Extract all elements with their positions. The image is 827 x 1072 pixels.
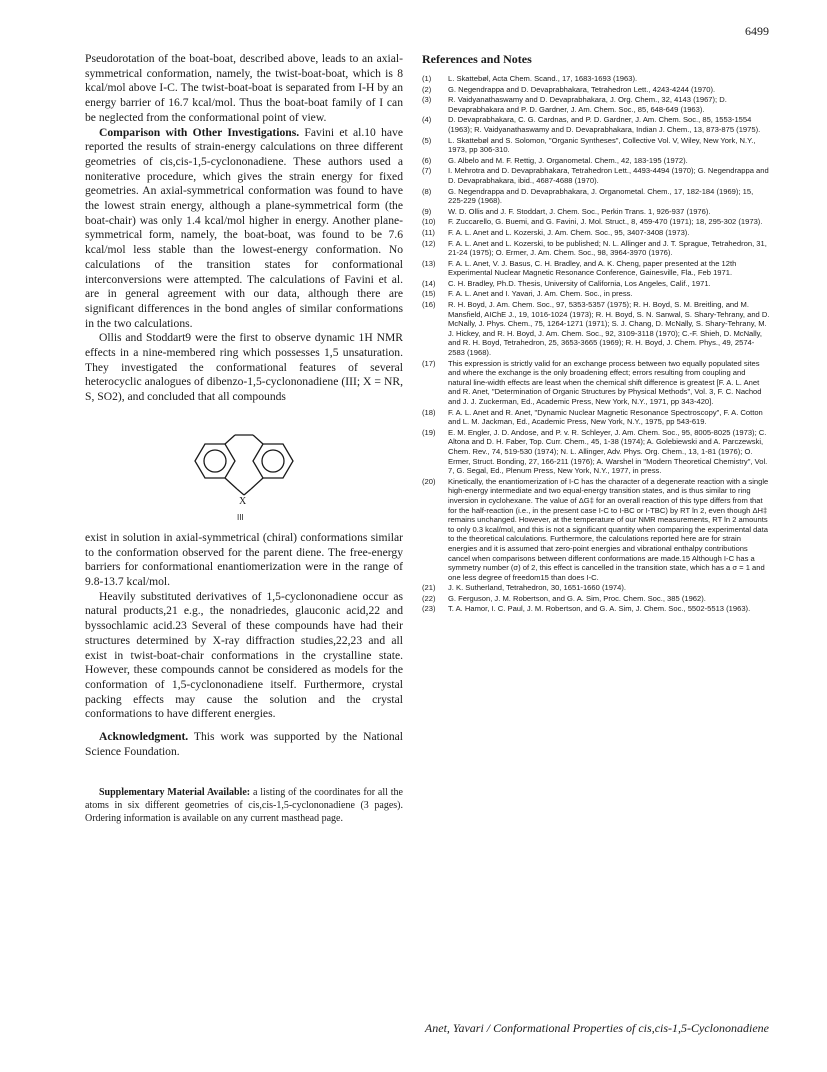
reference-item [422,300,770,358]
paragraph-solution-conformations: exist in solution in axial-symmetrical (chiral) conformations similar to the conformation observed for the parent diene. The free-energy barriers for conformational enantiomerization were in the range of 9.8-13.7 kcal/mol. [85,530,403,588]
reference-number: (20) [422,476,436,486]
reference-text: C. H. Bradley, Ph.D. Thesis, University of California, Los Angeles, Calif., 1971. [448,278,711,288]
running-footer: Anet, Yavari / Conformational Properties of cis,cis-1,5-Cyclononadiene [424,1021,769,1035]
reference-item [422,359,770,407]
reference-item [422,408,770,427]
reference-number: (13) [422,258,436,268]
references-column [422,52,770,615]
reference-number: (10) [422,217,436,227]
reference-text: J. K. Sutherland, Tetrahedron, 30, 1651-1660 (1974). [448,583,627,593]
paragraph-pseudorotation: Pseudorotation of the boat-boat, described above, leads to an axial-symmetrical conformation, namely, the twist-boat-boat, which is 8 kcal/mol above I-C. The twist-boat-boat is separated from I-H by an energy barrier of 16.7 kcal/mol. Thus the boat-boat family of I can be neglected from the conformational point of view. [85,52,403,124]
reference-number: (2) [422,84,432,94]
reference-item [422,428,770,476]
reference-number: (19) [422,427,436,437]
reference-item [422,74,770,84]
reference-text: This expression is strictly valid for an exchange process between two equally populated sites and where the exchange is the only broadening effect; errors resulting from coupling and natural line-width effects are least when the chemical shift difference is greatest [F. A. L. Anet and R. Anet, "Determination of Organic Structures by Physical Methods", Vol. 3, F. C. Nachod and J. J. Zuckerman, Ed., Academic Press, New York, N.Y., 1971, pp 343-420]. [448,358,762,406]
reference-text: L. Skattebøl, Acta Chem. Scand., 17, 1683-1693 (1963). [448,74,638,83]
reference-item [422,207,770,217]
section-heading-comparison: Comparison with Other Investigations. [99,125,300,139]
reference-item [422,217,770,227]
reference-text: F. A. L. Anet and R. Anet, "Dynamic Nuclear Magnetic Resonance Spectroscopy", F. A. Cotton and L. M. Jackman, Ed., Academic Press, New York, N.Y., 1975, pp 543-619. [448,407,763,427]
paragraph-natural-products: Heavily substituted derivatives of 1,5-cyclononadiene occur as natural products,21 e.g., the nonadriedes, glauconic acid,22 and byssochlamic acid.23 Several of these compounds have had their structures determined by X-ray diffraction studies,22,23 and all exist in twist-boat-chair conformations in the crystalline state. However, these compounds cannot be considered as models for the conformation of 1,5-cyclononadiene itself. Furthermore, crystal packing effects may cause the solution and the crystal conformations to have different energies. [85,589,403,721]
reference-number: (9) [422,206,432,216]
reference-item [422,594,770,604]
supplementary-text: a listing of the coordinates for all the atoms in six different geometries of cis,cis-1,5-cyclononadiene (3 pages). Ordering information is available on any current masthead page. [85,787,403,824]
reference-number: (18) [422,407,436,417]
reference-item [422,279,770,289]
references-heading: References and Notes [422,52,532,66]
reference-text: F. A. L. Anet and I. Yavari, J. Am. Chem. Soc., in press. [448,289,633,299]
reference-text: F. Zuccarello, G. Buemi, and G. Favini, J. Mol. Struct., 8, 459-470 (1971); 18, 295-302 (1973). [448,217,763,227]
acknowledgment-heading: Acknowledgment. [99,730,189,744]
structure-atom-label: X [239,495,247,507]
reference-text: D. Devaprabhakara, C. G. Cardnas, and P. D. Gardner, J. Am. Chem. Soc., 85, 1553-1554 (1963); R. Vaidyanathaswamy and D. Devaprabhakara, Indian J. Chem., 13, 873-875 (1975). [448,115,761,134]
reference-text: G. Ferguson, J. M. Robertson, and G. A. Sim, Proc. Chem. Soc., 385 (1962). [448,593,706,603]
structure-label: III [237,512,244,522]
reference-item [422,259,770,278]
structure-figure-iii [85,411,403,527]
paragraph-comparison-text: Favini et al.10 have reported the results of strain-energy calculations on three different geometries of cis,cis-1,5-cyclononadiene. These authors used a noniterative procedure, which gives the strain energy for fixed geometries. An axial-symmetrical conformation was found to have the lowest strain energy, although a plane-symmetrical form (the boat-chair) was only 1.4 kcal/mol higher in energy. Another plane-symmetrical form, namely, the boat-boat, was found to be 7.6 kcal/mol less stable than the lowest-energy conformation. No calculations of the transition states for conformational interconversions were attempted. The calculations of Favini et al. are in general agreement with our data, although there are significant differences in the bond angles of similar conformations in the two calculations. [85,125,403,330]
supplementary-material [85,787,403,825]
reference-text: F. A. L. Anet and L. Kozerski, J. Am. Chem. Soc., 95, 3407-3408 (1973). [448,227,690,237]
reference-item [422,136,770,155]
acknowledgment-text: This work was supported by the National Science Foundation. [85,730,403,758]
reference-item [422,228,770,238]
reference-item [422,477,770,583]
reference-text: I. Mehrotra and D. Devaprabhakara, Tetrahedron Lett., 4493-4494 (1970); G. Negendrappa and D. Devaprabhakara, ibid., 4687-4688 (1970). [448,166,769,185]
paragraph-ollis-stoddart: Ollis and Stoddart9 were the first to observe dynamic 1H NMR effects in a nine-membered ring which possesses 1,5 unsaturation. They investigated the conformational features of several heterocyclic analogues of dibenzo-1,5-cyclononadiene (III; X = NR, S, SO2), and concluded that all compounds [85,331,403,404]
reference-number: (12) [422,238,436,248]
reference-item [422,115,770,134]
reference-number: (3) [422,95,432,105]
reference-number: (5) [422,135,432,145]
reference-text: F. A. L. Anet, V. J. Basus, C. H. Bradley, and A. K. Cheng, paper presented at the 12th Experimental Nuclear Magnetic Resonance Conference, Gainesville, Fla., Feb 1971. [448,258,737,278]
reference-number: (1) [422,74,432,83]
reference-item [422,95,770,114]
reference-item [422,239,770,258]
reference-number: (14) [422,278,436,288]
reference-number: (17) [422,358,436,368]
reference-number: (15) [422,289,436,299]
reference-text: T. A. Hamor, I. C. Paul, J. M. Robertson, and G. A. Sim, J. Chem. Soc., 5502-5513 (1963). [448,604,751,614]
reference-number: (21) [422,583,436,593]
reference-text: G. Negendrappa and D. Devaprabhakara, Tetrahedron Lett., 4243-4244 (1970). [448,84,716,94]
left-column [85,52,403,825]
reference-item [422,85,770,95]
supplementary-heading: Supplementary Material Available: [99,787,251,799]
reference-number: (7) [422,166,432,176]
reference-text: R. Vaidyanathaswamy and D. Devaprabhakara, J. Org. Chem., 32, 4143 (1967); D. Devaprabhakara and P. D. Gardner, J. Am. Chem. Soc., 85, 648-649 (1963). [448,95,727,114]
reference-number: (8) [422,186,432,196]
reference-number: (16) [422,300,436,310]
reference-text: Kinetically, the enantiomerization of I-C has the character of a degenerate reaction with a single high-energy intermediate and two equal-energy transition states, and is thus similar to ring inversion in cyclohexane. The value of ΔG‡ for an overall reaction of this type differs from that for the half-reaction (i.e., in the present case I-C to I-BC or I-TBC) by RT ln 2, even though ΔH‡ remains unchanged. However, at the temperature of our NMR measurements, RT ln 2 amounts to only 0.3 kcal/mol, and this is not a significant quantity when comparing the experimental data to the theoretical calculations. Furthermore, the calculations reported here are for strain energies and it is assumed that zero-point energies and vibrational enthalpy contributions cancel when comparisons between different conformations are made.15 Although I-C has a symmetry number (σ) of 2, this effect is cancelled in the transition state, which has a σ = 1 and one less degree of freedom15 than does I-C. [448,476,769,582]
reference-item [422,156,770,166]
reference-number: (6) [422,155,432,165]
reference-text: E. M. Engler, J. D. Andose, and P. v. R. Schleyer, J. Am. Chem. Soc., 95, 8005-8025 (1973); C. Altona and D. H. Faber, Top. Curr. Chem., 45, 1-38 (1974); A. Golebiewski and A. Parczewski, Chem. Rev., 74, 519-530 (1974); N. L. Allinger, Adv. Phys. Org. Chem., 13, 1-81 (1976); O. Ermer, Struct. Bonding, 27, 166-211 (1976); A. Warshel in "Modern Theoretical Chemistry", Vol. 7, G. Segal, Ed., Plenum Press, New York, N.Y., 1977, in press. [448,427,768,476]
reference-item [422,187,770,206]
reference-text: R. H. Boyd, J. Am. Chem. Soc., 97, 5353-5357 (1975); R. H. Boyd, S. M. Breitling, and M. Mansfield, AIChE J., 19, 1016-1024 (1973); R. H. Boyd, S. N. Sanwal, S. Shary-Tehrany, and D. McNally, J. Phys. Chem., 75, 1264-1271 (1971); S. J. Chang, D. McNally, S. Shary-Tehrany, M. J. Hickey, and R. H. Boyd, J. Am. Chem. Soc., 92, 3109-3118 (1970); C.-F. Shieh, D. McNally, and R. H. Boyd, Tetrahedron, 25, 3653-3665 (1969); R. H. Boyd, J. Chem. Phys., 49, 2574-2583 (1968). [448,300,770,358]
references-list [422,74,770,614]
reference-text: G. Albelo and M. F. Rettig, J. Organometal. Chem., 42, 183-195 (1972). [448,155,688,165]
reference-number: (11) [422,227,435,237]
reference-text: F. A. L. Anet and L. Kozerski, to be published; N. L. Allinger and J. T. Sprague, Tetrahedron, 31, 21-24 (1975); O. Ermer, J. Am. Chem. Soc., 98, 3964-3970 (1976). [448,238,767,258]
reference-text: G. Negendrappa and D. Devaprabhakara, J. Organometal. Chem., 17, 182-184 (1969); 15, 225-229 (1968). [448,186,754,206]
reference-item [422,583,770,593]
reference-item [422,166,770,185]
reference-number: (4) [422,115,432,125]
reference-item [422,604,770,614]
reference-item [422,289,770,299]
reference-text: W. D. Ollis and J. F. Stoddart, J. Chem. Soc., Perkin Trans. 1, 926-937 (1976). [448,206,711,216]
page-number: 6499 [745,24,769,38]
reference-text: L. Skattebøl and S. Solomon, "Organic Syntheses", Collective Vol. V, Wiley, New York, N.Y., 1973, pp 306-310. [448,135,756,155]
acknowledgment [85,730,403,759]
reference-number: (23) [422,604,436,614]
reference-number: (22) [422,593,436,603]
paragraph-comparison [85,126,403,332]
